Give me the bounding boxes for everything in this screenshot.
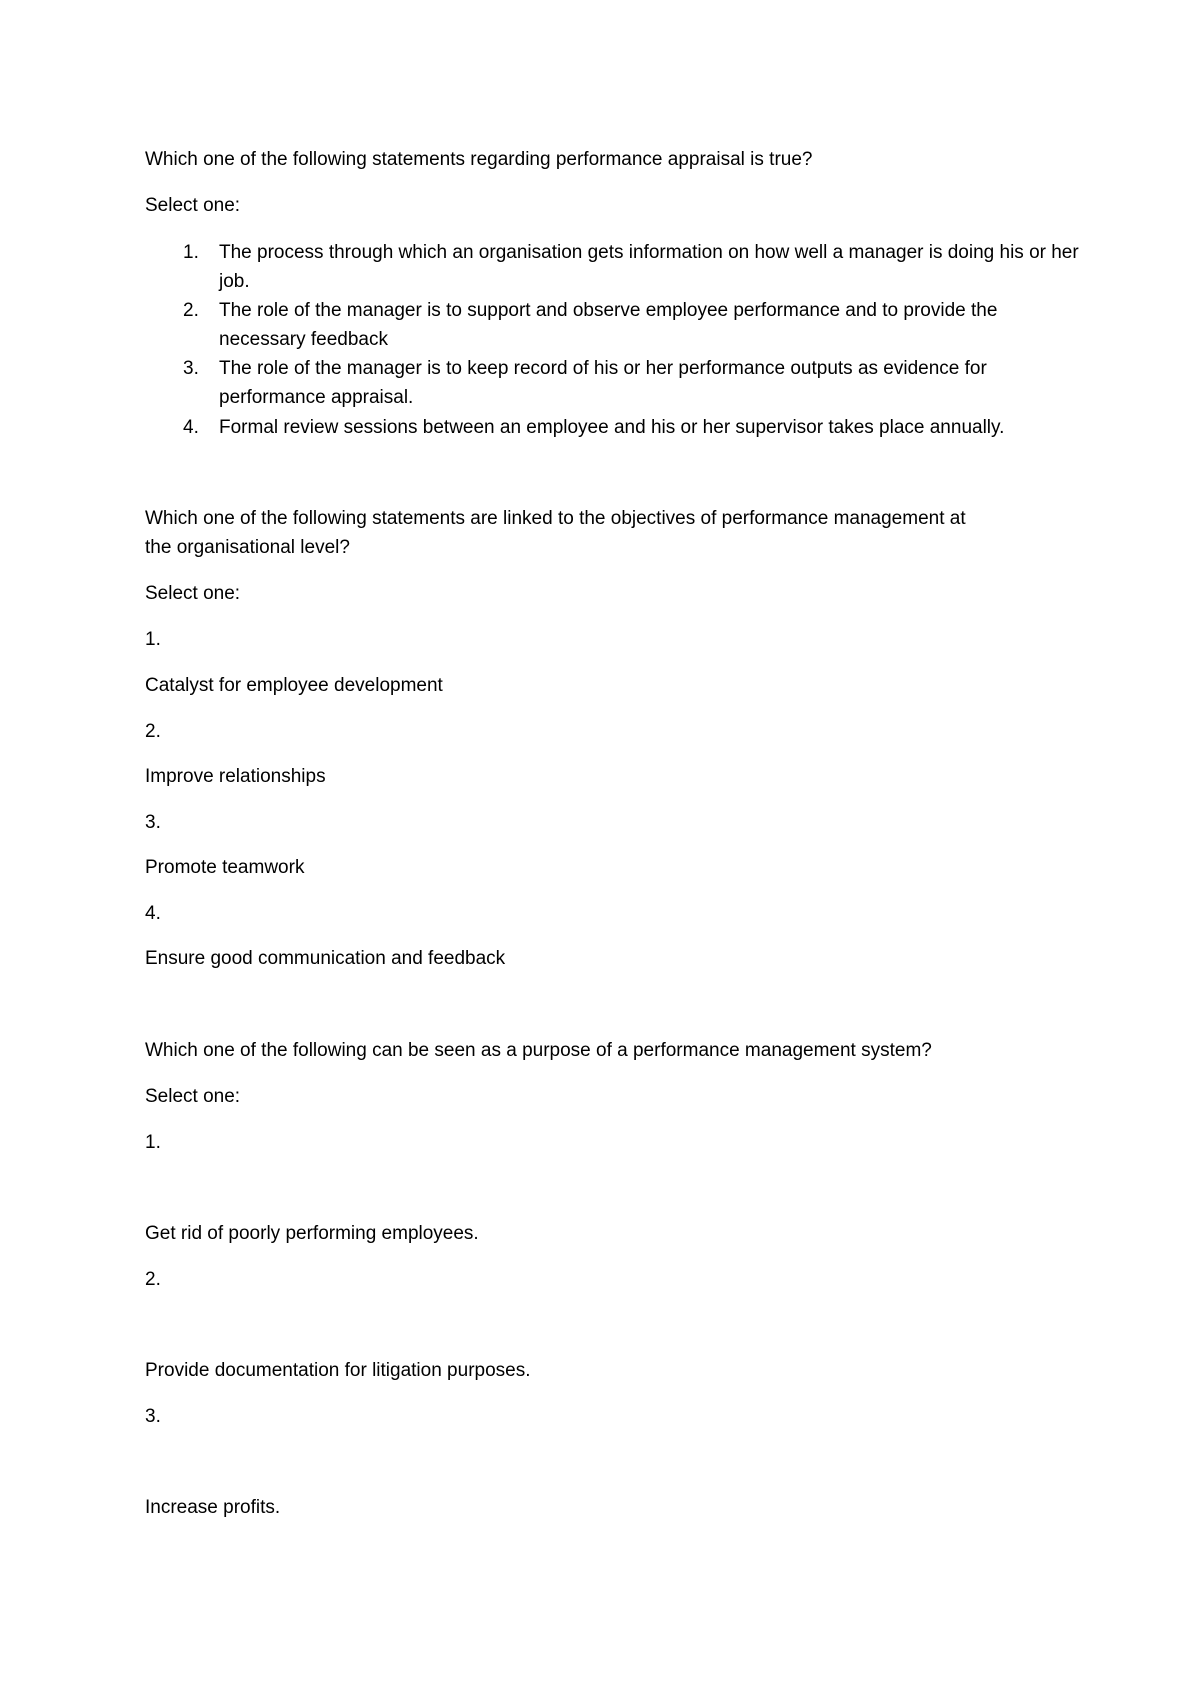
question-3-text: Which one of the following can be seen as a purpose of a performance management system? [145,1040,932,1061]
q3-option-3-number: 3. [145,1406,161,1427]
q2-option-3-text: Promote teamwork [145,857,305,878]
q1-option-2-text: The role of the manager is to support and observe employee performance and to provide the necessary feedback [219,300,998,350]
q1-option-1-text: The process through which an organisation gets information on how well a manager is doing his or her job. [219,242,1079,292]
q2-option-4-text: Ensure good communication and feedback [145,948,506,969]
q3-option-1-number: 1. [145,1132,161,1153]
q2-option-1-number: 1. [145,629,161,650]
q2-option-2-text: Improve relationships [145,766,326,787]
q1-option-4-number: 4. [183,417,199,438]
q3-option-2-number: 2. [145,1269,161,1290]
q1-option-1-number: 1. [183,242,199,263]
q1-option-3-text: The role of the manager is to keep record of his or her performance outputs as evidence for performance appraisal. [219,358,987,408]
question-2-select-label: Select one: [145,583,241,604]
q3-option-3-text: Increase profits. [145,1497,281,1518]
q2-option-4-number: 4. [145,903,161,924]
q1-option-2-number: 2. [183,300,199,321]
question-3-select-label: Select one: [145,1086,241,1107]
q2-option-2-number: 2. [145,721,161,742]
q3-option-2-text: Provide documentation for litigation purposes. [145,1360,531,1381]
question-2-text-line1: Which one of the following statements are linked to the objectives of performance management at [145,508,966,529]
q2-option-3-number: 3. [145,812,161,833]
q1-option-4-text: Formal review sessions between an employee and his or her supervisor takes place annually. [219,417,1005,438]
question-1-text: Which one of the following statements regarding performance appraisal is true? [145,149,813,170]
q3-option-1-text: Get rid of poorly performing employees. [145,1223,479,1244]
q2-option-1-text: Catalyst for employee development [145,675,443,696]
question-2-text-line2: the organisational level? [145,537,350,558]
question-1-select-label: Select one: [145,195,241,216]
q1-option-3-number: 3. [183,358,199,379]
